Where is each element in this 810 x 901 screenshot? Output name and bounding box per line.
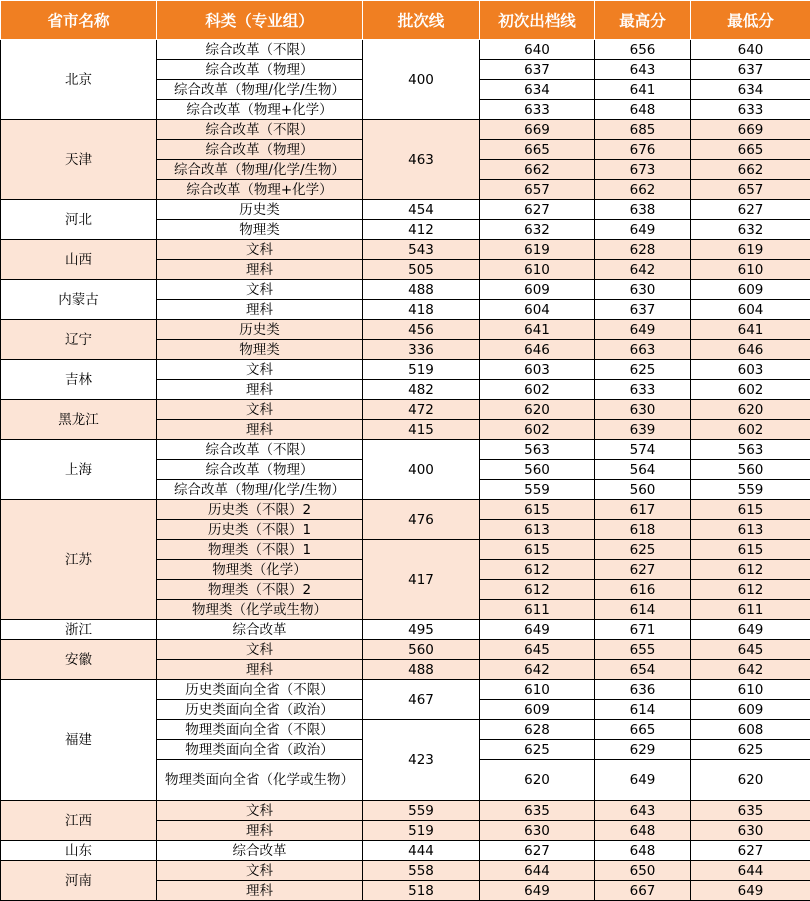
province-cell: 天津: [1, 120, 157, 200]
first-cutoff-cell: 645: [480, 640, 595, 660]
province-cell: 江西: [1, 801, 157, 841]
min-score-cell: 615: [691, 500, 810, 520]
province-cell: 浙江: [1, 620, 157, 640]
min-score-cell: 634: [691, 80, 810, 100]
max-score-cell: 649: [595, 320, 691, 340]
first-cutoff-cell: 609: [480, 280, 595, 300]
province-cell: 上海: [1, 440, 157, 500]
first-cutoff-cell: 646: [480, 340, 595, 360]
subject-cell: 文科: [157, 360, 363, 380]
first-cutoff-cell: 563: [480, 440, 595, 460]
max-score-cell: 639: [595, 420, 691, 440]
min-score-cell: 649: [691, 620, 810, 640]
province-cell: 河北: [1, 200, 157, 240]
header-province: 省市名称: [1, 1, 157, 40]
province-cell: 山东: [1, 841, 157, 861]
max-score-cell: 625: [595, 540, 691, 560]
subject-cell: 历史类（不限）1: [157, 520, 363, 540]
subject-cell: 理科: [157, 821, 363, 841]
table-row: [1, 360, 810, 380]
batch-line-cell: 472: [363, 400, 480, 420]
batch-line-cell: 505: [363, 260, 480, 280]
batch-line-cell: 336: [363, 340, 480, 360]
first-cutoff-cell: 642: [480, 660, 595, 680]
subject-cell: 综合改革（物理/化学/生物）: [157, 160, 363, 180]
first-cutoff-cell: 669: [480, 120, 595, 140]
subject-cell: 理科: [157, 300, 363, 320]
subject-cell: 历史类面向全省（政治）: [157, 700, 363, 720]
max-score-cell: 676: [595, 140, 691, 160]
batch-line-cell: 444: [363, 841, 480, 861]
min-score-cell: 560: [691, 460, 810, 480]
subject-cell: 文科: [157, 801, 363, 821]
subject-cell: 理科: [157, 380, 363, 400]
province-cell: 黑龙江: [1, 400, 157, 440]
max-score-cell: 643: [595, 60, 691, 80]
min-score-cell: 657: [691, 180, 810, 200]
max-score-cell: 685: [595, 120, 691, 140]
batch-line-cell: 543: [363, 240, 480, 260]
max-score-cell: 648: [595, 841, 691, 861]
max-score-cell: 627: [595, 560, 691, 580]
province-cell: 安徽: [1, 640, 157, 680]
batch-line-cell: 456: [363, 320, 480, 340]
subject-cell: 历史类: [157, 200, 363, 220]
batch-line-cell: 518: [363, 881, 480, 901]
max-score-cell: 630: [595, 280, 691, 300]
max-score-cell: 633: [595, 380, 691, 400]
subject-cell: 综合改革（物理+化学）: [157, 100, 363, 120]
header-row: [1, 1, 810, 40]
first-cutoff-cell: 630: [480, 821, 595, 841]
min-score-cell: 612: [691, 580, 810, 600]
header-batch-line: 批次线: [363, 1, 480, 40]
province-cell: 辽宁: [1, 320, 157, 360]
first-cutoff-cell: 632: [480, 220, 595, 240]
min-score-cell: 665: [691, 140, 810, 160]
max-score-cell: 560: [595, 480, 691, 500]
max-score-cell: 637: [595, 300, 691, 320]
first-cutoff-cell: 612: [480, 560, 595, 580]
subject-cell: 综合改革（物理/化学/生物）: [157, 80, 363, 100]
first-cutoff-cell: 559: [480, 480, 595, 500]
table-row: [1, 120, 810, 140]
table-row: [1, 40, 810, 60]
first-cutoff-cell: 649: [480, 620, 595, 640]
first-cutoff-cell: 637: [480, 60, 595, 80]
first-cutoff-cell: 657: [480, 180, 595, 200]
first-cutoff-cell: 627: [480, 200, 595, 220]
subject-cell: 综合改革（不限）: [157, 120, 363, 140]
first-cutoff-cell: 640: [480, 40, 595, 60]
min-score-cell: 625: [691, 740, 810, 760]
table-row: [1, 861, 810, 881]
max-score-cell: 636: [595, 680, 691, 700]
table-row: [1, 240, 810, 260]
first-cutoff-cell: 619: [480, 240, 595, 260]
max-score-cell: 614: [595, 600, 691, 620]
max-score-cell: 665: [595, 720, 691, 740]
max-score-cell: 617: [595, 500, 691, 520]
max-score-cell: 625: [595, 360, 691, 380]
batch-line-cell: 467: [363, 680, 480, 720]
batch-line-cell: 560: [363, 640, 480, 660]
max-score-cell: 662: [595, 180, 691, 200]
batch-line-cell: 488: [363, 280, 480, 300]
first-cutoff-cell: 560: [480, 460, 595, 480]
subject-cell: 物理类（化学或生物）: [157, 600, 363, 620]
first-cutoff-cell: 603: [480, 360, 595, 380]
min-score-cell: 559: [691, 480, 810, 500]
min-score-cell: 644: [691, 861, 810, 881]
subject-cell: 理科: [157, 881, 363, 901]
table-body: [1, 40, 810, 901]
header-first-cutoff: 初次出档线: [480, 1, 595, 40]
first-cutoff-cell: 610: [480, 680, 595, 700]
batch-line-cell: 519: [363, 360, 480, 380]
min-score-cell: 563: [691, 440, 810, 460]
max-score-cell: 663: [595, 340, 691, 360]
max-score-cell: 667: [595, 881, 691, 901]
max-score-cell: 673: [595, 160, 691, 180]
min-score-cell: 603: [691, 360, 810, 380]
subject-cell: 综合改革（物理+化学）: [157, 180, 363, 200]
batch-line-cell: 559: [363, 801, 480, 821]
first-cutoff-cell: 602: [480, 380, 595, 400]
subject-cell: 理科: [157, 260, 363, 280]
header-subject: 科类（专业组）: [157, 1, 363, 40]
max-score-cell: 649: [595, 220, 691, 240]
max-score-cell: 614: [595, 700, 691, 720]
max-score-cell: 655: [595, 640, 691, 660]
header-min-score: 最低分: [691, 1, 810, 40]
min-score-cell: 608: [691, 720, 810, 740]
batch-line-cell: 417: [363, 540, 480, 620]
max-score-cell: 629: [595, 740, 691, 760]
batch-line-cell: 495: [363, 620, 480, 640]
min-score-cell: 620: [691, 400, 810, 420]
subject-cell: 综合改革（不限）: [157, 40, 363, 60]
batch-line-cell: 476: [363, 500, 480, 540]
max-score-cell: 628: [595, 240, 691, 260]
subject-cell: 历史类（不限）2: [157, 500, 363, 520]
max-score-cell: 648: [595, 100, 691, 120]
min-score-cell: 645: [691, 640, 810, 660]
first-cutoff-cell: 620: [480, 760, 595, 801]
min-score-cell: 627: [691, 200, 810, 220]
table-row: [1, 801, 810, 821]
max-score-cell: 642: [595, 260, 691, 280]
table-row: [1, 320, 810, 340]
min-score-cell: 635: [691, 801, 810, 821]
batch-line-cell: 463: [363, 120, 480, 200]
max-score-cell: 616: [595, 580, 691, 600]
min-score-cell: 632: [691, 220, 810, 240]
batch-line-cell: 423: [363, 720, 480, 801]
first-cutoff-cell: 627: [480, 841, 595, 861]
first-cutoff-cell: 649: [480, 881, 595, 901]
batch-line-cell: 415: [363, 420, 480, 440]
subject-cell: 理科: [157, 420, 363, 440]
subject-cell: 物理类面向全省（政治）: [157, 740, 363, 760]
min-score-cell: 602: [691, 420, 810, 440]
max-score-cell: 564: [595, 460, 691, 480]
min-score-cell: 610: [691, 680, 810, 700]
min-score-cell: 637: [691, 60, 810, 80]
min-score-cell: 604: [691, 300, 810, 320]
min-score-cell: 610: [691, 260, 810, 280]
first-cutoff-cell: 612: [480, 580, 595, 600]
batch-line-cell: 412: [363, 220, 480, 240]
first-cutoff-cell: 615: [480, 540, 595, 560]
subject-cell: 物理类面向全省（不限）: [157, 720, 363, 740]
max-score-cell: 648: [595, 821, 691, 841]
min-score-cell: 615: [691, 540, 810, 560]
max-score-cell: 574: [595, 440, 691, 460]
min-score-cell: 642: [691, 660, 810, 680]
province-cell: 江苏: [1, 500, 157, 620]
subject-cell: 综合改革（不限）: [157, 440, 363, 460]
max-score-cell: 671: [595, 620, 691, 640]
table-row: [1, 680, 810, 700]
province-cell: 福建: [1, 680, 157, 801]
first-cutoff-cell: 634: [480, 80, 595, 100]
table-row: [1, 640, 810, 660]
min-score-cell: 641: [691, 320, 810, 340]
first-cutoff-cell: 613: [480, 520, 595, 540]
table-row: [1, 400, 810, 420]
min-score-cell: 619: [691, 240, 810, 260]
min-score-cell: 602: [691, 380, 810, 400]
batch-line-cell: 482: [363, 380, 480, 400]
first-cutoff-cell: 644: [480, 861, 595, 881]
subject-cell: 综合改革（物理）: [157, 140, 363, 160]
subject-cell: 物理类（不限）2: [157, 580, 363, 600]
batch-line-cell: 400: [363, 440, 480, 500]
batch-line-cell: 558: [363, 861, 480, 881]
province-cell: 山西: [1, 240, 157, 280]
first-cutoff-cell: 641: [480, 320, 595, 340]
min-score-cell: 613: [691, 520, 810, 540]
first-cutoff-cell: 635: [480, 801, 595, 821]
province-cell: 吉林: [1, 360, 157, 400]
max-score-cell: 649: [595, 760, 691, 801]
min-score-cell: 669: [691, 120, 810, 140]
subject-cell: 物理类: [157, 340, 363, 360]
first-cutoff-cell: 610: [480, 260, 595, 280]
first-cutoff-cell: 662: [480, 160, 595, 180]
batch-line-cell: 418: [363, 300, 480, 320]
min-score-cell: 611: [691, 600, 810, 620]
subject-cell: 物理类（化学）: [157, 560, 363, 580]
min-score-cell: 633: [691, 100, 810, 120]
first-cutoff-cell: 625: [480, 740, 595, 760]
subject-cell: 文科: [157, 640, 363, 660]
subject-cell: 文科: [157, 280, 363, 300]
first-cutoff-cell: 611: [480, 600, 595, 620]
min-score-cell: 640: [691, 40, 810, 60]
min-score-cell: 646: [691, 340, 810, 360]
table-row: [1, 500, 810, 520]
subject-cell: 历史类面向全省（不限）: [157, 680, 363, 700]
max-score-cell: 656: [595, 40, 691, 60]
min-score-cell: 609: [691, 280, 810, 300]
first-cutoff-cell: 615: [480, 500, 595, 520]
province-cell: 河南: [1, 861, 157, 901]
subject-cell: 文科: [157, 861, 363, 881]
max-score-cell: 643: [595, 801, 691, 821]
min-score-cell: 662: [691, 160, 810, 180]
table-row: [1, 440, 810, 460]
subject-cell: 物理类: [157, 220, 363, 240]
subject-cell: 历史类: [157, 320, 363, 340]
batch-line-cell: 454: [363, 200, 480, 220]
table-row: [1, 841, 810, 861]
min-score-cell: 620: [691, 760, 810, 801]
first-cutoff-cell: 620: [480, 400, 595, 420]
subject-cell: 综合改革（物理）: [157, 460, 363, 480]
subject-cell: 物理类面向全省（化学或生物）: [157, 760, 363, 801]
first-cutoff-cell: 602: [480, 420, 595, 440]
header-max-score: 最高分: [595, 1, 691, 40]
batch-line-cell: 519: [363, 821, 480, 841]
first-cutoff-cell: 665: [480, 140, 595, 160]
subject-cell: 综合改革: [157, 620, 363, 640]
min-score-cell: 649: [691, 881, 810, 901]
subject-cell: 文科: [157, 240, 363, 260]
max-score-cell: 638: [595, 200, 691, 220]
batch-line-cell: 400: [363, 40, 480, 120]
first-cutoff-cell: 609: [480, 700, 595, 720]
first-cutoff-cell: 633: [480, 100, 595, 120]
max-score-cell: 654: [595, 660, 691, 680]
subject-cell: 文科: [157, 400, 363, 420]
subject-cell: 综合改革: [157, 841, 363, 861]
table-row: [1, 620, 810, 640]
table-header: [1, 1, 810, 40]
min-score-cell: 609: [691, 700, 810, 720]
min-score-cell: 612: [691, 560, 810, 580]
subject-cell: 理科: [157, 660, 363, 680]
first-cutoff-cell: 628: [480, 720, 595, 740]
first-cutoff-cell: 604: [480, 300, 595, 320]
subject-cell: 物理类（不限）1: [157, 540, 363, 560]
min-score-cell: 630: [691, 821, 810, 841]
min-score-cell: 627: [691, 841, 810, 861]
province-cell: 北京: [1, 40, 157, 120]
batch-line-cell: 488: [363, 660, 480, 680]
table-row: [1, 200, 810, 220]
max-score-cell: 630: [595, 400, 691, 420]
max-score-cell: 641: [595, 80, 691, 100]
subject-cell: 综合改革（物理）: [157, 60, 363, 80]
table-row: [1, 280, 810, 300]
province-cell: 内蒙古: [1, 280, 157, 320]
subject-cell: 综合改革（物理/化学/生物）: [157, 480, 363, 500]
max-score-cell: 650: [595, 861, 691, 881]
max-score-cell: 618: [595, 520, 691, 540]
